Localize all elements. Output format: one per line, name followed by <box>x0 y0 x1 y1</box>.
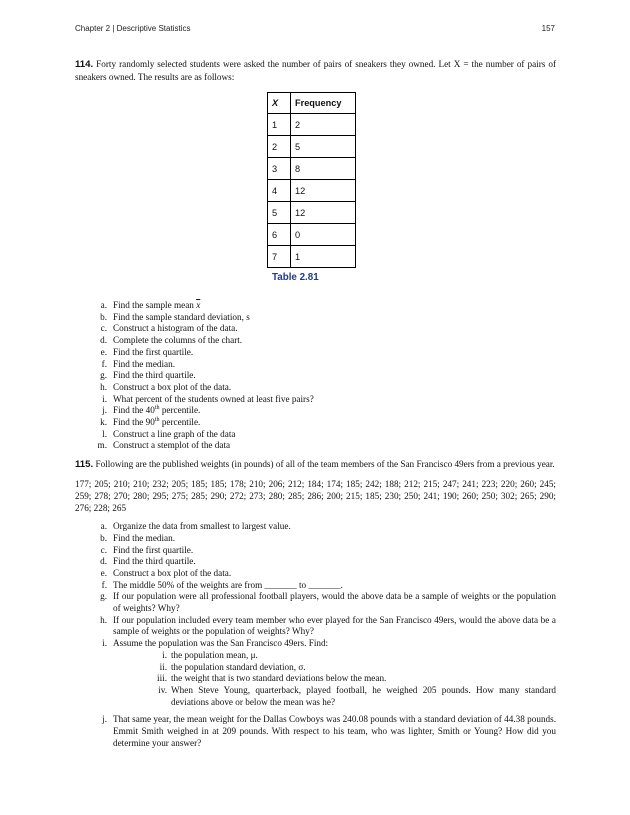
item-label: h. <box>100 614 107 625</box>
item-label: m. <box>97 440 107 451</box>
item-label: h. <box>100 381 107 392</box>
list-item <box>75 615 556 638</box>
sub-item-label: iii. <box>157 673 167 684</box>
page-content <box>75 58 556 750</box>
list-item <box>75 580 556 592</box>
table-cell: 3 <box>268 158 291 180</box>
table-row <box>268 202 356 224</box>
item-label: f. <box>101 579 107 590</box>
list-item <box>75 440 556 452</box>
table-cell: 12 <box>291 202 356 224</box>
table-cell: 4 <box>268 180 291 202</box>
column-header-frequency: Frequency <box>291 93 356 114</box>
list-item <box>75 335 556 347</box>
item-text: percentile. <box>159 417 201 428</box>
superscript: th <box>154 417 160 424</box>
sub-item-text: the population mean, μ. <box>171 649 258 660</box>
list-item <box>75 405 556 417</box>
problem-115-intro <box>75 458 556 471</box>
list-item <box>75 417 556 429</box>
item-label: a. <box>100 300 107 310</box>
problem-114-intro <box>75 58 556 83</box>
item-text: Find the sample mean <box>113 300 194 310</box>
item-label: c. <box>100 544 107 555</box>
table-row <box>268 246 356 268</box>
list-item <box>75 300 556 312</box>
item-text: Organize the data from smallest to largest value. <box>113 521 291 532</box>
item-text: Find the third quartile. <box>113 556 196 567</box>
sub-item-text: the population standard deviation, σ. <box>171 661 306 672</box>
page-header <box>75 24 555 38</box>
table-row <box>268 180 356 202</box>
table-row <box>268 158 356 180</box>
item-text: If our population were all professional football players, would the above data be a sample of weights or the population of weights? Why? <box>113 591 556 614</box>
list-item <box>75 323 556 335</box>
item-text: That same year, the mean weight for the Dallas Cowboys was 240.08 pounds with a standard deviation of 44.38 pounds. Emmit Smith weighed in at 209 pounds. With respect to his team, who was lighter, Smith or Young? How did you determine your answer? <box>113 714 556 748</box>
chapter-title: Chapter 2 | Descriptive Statistics <box>75 24 191 33</box>
item-text: percentile. <box>159 405 201 416</box>
item-label: k. <box>100 417 107 428</box>
sub-list-item <box>113 685 556 708</box>
item-label: i. <box>102 638 107 649</box>
table-header-row <box>268 93 356 114</box>
item-label: a. <box>100 521 107 532</box>
table-cell: 2 <box>268 136 291 158</box>
item-label: f. <box>101 358 107 369</box>
sub-item-label: ii. <box>159 661 167 672</box>
x-bar-symbol: $\overline{x}$ <box>196 300 201 310</box>
item-text: Find the first quartile. <box>113 346 194 357</box>
table-cell: 8 <box>291 158 356 180</box>
item-text: What percent of the students owned at least five pairs? <box>113 393 314 404</box>
problem-114-questions <box>75 300 556 452</box>
list-item <box>75 312 556 324</box>
table-cell: 1 <box>291 246 356 268</box>
problem-text: Forty randomly selected students were asked the number of pairs of sneakers they owned. Let X = the number of pairs of sneakers owned. The results are as follows: <box>75 59 557 82</box>
sub-list-item <box>113 662 556 674</box>
item-text: Find the first quartile. <box>113 544 194 555</box>
item-text: Find the median. <box>113 358 176 369</box>
item-text: Find the median. <box>113 532 176 543</box>
list-item <box>75 545 556 557</box>
list-item <box>75 556 556 568</box>
list-item <box>75 533 556 545</box>
column-header-x: X <box>268 93 291 114</box>
problem-number: 114. <box>75 59 94 70</box>
item-label: d. <box>100 335 107 346</box>
superscript: th <box>154 405 160 412</box>
table-cell: 12 <box>291 180 356 202</box>
sub-item-label: iv. <box>158 684 167 695</box>
sub-item-text: When Steve Young, quarterback, played football, he weighed 205 pounds. How many standard deviations above or below the mean was he? <box>171 684 556 707</box>
sub-item-label: i. <box>162 649 167 660</box>
item-label: b. <box>100 311 107 322</box>
table-cell: 6 <box>268 224 291 246</box>
list-item <box>75 591 556 614</box>
item-text: Find the 40 <box>113 405 155 416</box>
sub-questions <box>113 650 556 709</box>
table-cell: 1 <box>268 114 291 136</box>
item-label: e. <box>100 567 107 578</box>
item-text: Construct a box plot of the data. <box>113 567 232 578</box>
problem-text: Following are the published weights (in pounds) of all of the team members of the San Francisco 49ers from a previous year. <box>95 459 555 470</box>
list-item <box>75 568 556 580</box>
list-item <box>75 394 556 406</box>
list-item <box>75 638 556 708</box>
sub-list-item <box>113 650 556 662</box>
list-item <box>75 382 556 394</box>
table-cell: 0 <box>291 224 356 246</box>
item-label: j. <box>102 405 107 416</box>
item-label: j. <box>102 714 107 725</box>
table-row <box>268 136 356 158</box>
table-caption: Table 2.81 <box>272 272 319 283</box>
problem-115-questions <box>75 521 556 749</box>
table-cell: 5 <box>268 202 291 224</box>
page-number: 157 <box>541 24 555 33</box>
item-label: b. <box>100 532 107 543</box>
item-text: Assume the population was the San Francisco 49ers. Find: <box>113 638 329 649</box>
list-item <box>75 359 556 371</box>
item-label: l. <box>102 428 107 439</box>
table-row <box>268 224 356 246</box>
list-item <box>75 714 556 749</box>
item-text: Construct a box plot of the data. <box>113 381 232 392</box>
item-label: d. <box>100 556 107 567</box>
sub-item-text: the weight that is two standard deviations below the mean. <box>171 673 387 684</box>
sub-list-item <box>113 673 556 685</box>
frequency-table <box>267 92 356 268</box>
item-label: c. <box>100 323 107 334</box>
table-cell: 5 <box>291 136 356 158</box>
table-cell: 2 <box>291 114 356 136</box>
weights-data: 177; 205; 210; 210; 232; 205; 185; 185; 178; 210; 206; 212; 184; 174; 185; 242; 188; 212; 215; 247; 241; 223; 220; 260; 245; 259; 278; 270; 280; 295; 275; 285; 290; 272; 273; 280; 285; 286; 200; 215; 185; 230; 250; 241; 190; 260; 250; 302; 265; 290; 276; 228; 265 <box>75 479 556 514</box>
item-label: i. <box>102 393 107 404</box>
item-label: g. <box>100 370 107 381</box>
item-text: Construct a histogram of the data. <box>113 323 238 334</box>
item-label: e. <box>100 346 107 357</box>
item-label: g. <box>100 591 107 602</box>
item-text: Complete the columns of the chart. <box>113 335 243 346</box>
list-item <box>75 347 556 359</box>
list-item <box>75 521 556 533</box>
item-text: Find the sample standard deviation, s <box>113 311 250 322</box>
problem-number: 115. <box>75 459 94 471</box>
item-text: Construct a stemplot of the data <box>113 440 231 451</box>
table-row <box>268 114 356 136</box>
item-text: Find the third quartile. <box>113 370 196 381</box>
table-cell: 7 <box>268 246 291 268</box>
item-text: Construct a line graph of the data <box>113 428 236 439</box>
item-text: The middle 50% of the weights are from _______ to _______. <box>113 579 343 590</box>
list-item <box>75 429 556 441</box>
list-item <box>75 370 556 382</box>
item-text: If our population included every team member who ever played for the San Francisco 49ers, would the above data be a sample of weights or the population of weights? Why? <box>113 614 556 637</box>
item-text: Find the 90 <box>113 417 155 428</box>
